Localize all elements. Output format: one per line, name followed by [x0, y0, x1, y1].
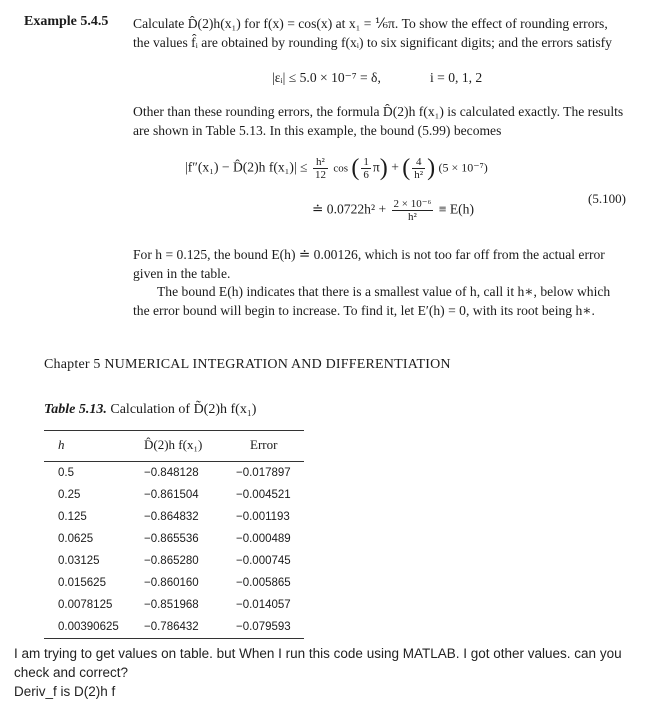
table-row: [44, 616, 304, 639]
cell-error: −0.079593: [236, 621, 291, 633]
results-table: [44, 430, 304, 639]
cell-h: 0.5: [58, 467, 74, 479]
cell-derivative: −0.865280: [144, 555, 199, 567]
bound-tail: (5 × 10⁻⁷): [438, 160, 488, 175]
index-range: i = 0, 1, 2: [430, 70, 483, 85]
cell-error: −0.000489: [236, 533, 291, 545]
cell-derivative: −0.848128: [144, 467, 199, 479]
cell-h: 0.0625: [58, 533, 94, 545]
question-line-3: Deriv_f is D(2)h f: [14, 684, 116, 699]
cell-error: −0.001193: [236, 511, 290, 523]
para1-line-1: Other than these rounding errors, the formula D̂(2)h f(x₁) is calculated exactly. The results: [133, 104, 624, 119]
cell-h: 0.03125: [58, 555, 100, 567]
cell-h: 0.25: [58, 489, 81, 501]
header-derivative: D̂(2)h f(x₁): [144, 437, 203, 452]
question-line-2: check and correct?: [14, 665, 129, 680]
table-row: [44, 594, 304, 616]
cell-derivative: −0.860160: [144, 577, 199, 589]
cell-derivative: −0.861504: [144, 489, 199, 501]
cell-h: 0.015625: [58, 577, 106, 589]
header-error: Error: [250, 437, 278, 452]
table-row: [44, 550, 304, 572]
cell-error: −0.017897: [236, 467, 291, 479]
para2-line-2: given in the table.: [133, 265, 231, 281]
table-caption: [44, 402, 256, 418]
bound-line2-rhs: ≡ E(h): [438, 201, 475, 217]
cos-label: cos: [333, 162, 349, 175]
cell-h: 0.00390625: [58, 621, 119, 633]
cell-error: −0.000745: [236, 555, 291, 567]
para2-line-1: For h = 0.125, the bound E(h) ≐ 0.00126, which is not too far off from the actual error: [133, 247, 605, 262]
para3-line-2: the error bound will begin to increase. To find it, let E′(h) = 0, with its root being h∗.: [133, 302, 595, 318]
bound-equation-line2: [312, 198, 474, 223]
table-caption-text: Calculation of D̃(2)h f(x₁): [110, 402, 257, 417]
para1-line-2: are shown in Table 5.13. In this example, the bound (5.99) becomes: [133, 122, 502, 138]
question-text: [14, 644, 654, 701]
bound-lhs: |f″(x₁) − D̂(2)h f(x₁)| ≤: [185, 159, 308, 175]
header-h: h: [58, 437, 65, 452]
frac-2e-6-h2: $\frac{\text{2 × 10⁻⁶}}{\text{h²}}$: [393, 198, 432, 223]
bound-line2-lhs: ≐ 0.0722h² +: [312, 201, 387, 217]
paragraph-1: [133, 103, 638, 140]
cell-error: −0.014057: [236, 599, 291, 611]
frac-4-h2: $\frac{4}{\text{h²}}$: [414, 156, 424, 181]
table-caption-label: Table 5.13.: [44, 402, 107, 417]
cell-error: −0.005865: [236, 577, 291, 589]
cell-derivative: −0.865536: [144, 533, 199, 545]
question-line-1: I am trying to get values on table. but When I run this code using MATLAB. I got other values. can you: [14, 646, 622, 661]
para3-line-1: The bound E(h) indicates that there is a smallest value of h, call it h∗, below which: [157, 284, 611, 299]
frac-1-6: $\frac{1}{6}$: [363, 156, 369, 181]
table-row: [44, 506, 304, 528]
frac-h2-12: $\frac{\text{h²}}{12}$: [314, 156, 326, 181]
example-intro: [133, 14, 638, 52]
error-bound-equation: |εᵢ| ≤ 5.0 × 10⁻⁷ = δ,: [272, 70, 381, 85]
cell-h: 0.125: [58, 511, 87, 523]
bound-equation-line1: |f″(x₁) − D̂(2)h f(x₁)| ≤ $\frac{\text{h²}}{12}$ cos ( $\frac{1}{6}$ π) + ( $\frac{4}{\text{h²}}$ ) (5 × 10⁻⁷): [185, 155, 488, 181]
table-row: [44, 572, 304, 594]
table-row: [44, 528, 304, 550]
example-label: Example 5.4.5: [24, 14, 109, 29]
cell-derivative: −0.786432: [144, 621, 199, 633]
equation-number: (5.100): [588, 191, 626, 206]
table-row: [44, 484, 304, 506]
table-header-row: [44, 431, 304, 462]
paragraph-2: [133, 246, 638, 320]
cell-h: 0.0078125: [58, 599, 113, 611]
intro-line-1: Calculate D̂(2)h(x₁) for f(x) = cos(x) at x₁ = ⅙π. To show the effect of rounding errors,: [133, 16, 608, 31]
cell-derivative: −0.851968: [144, 599, 199, 611]
table-row: [44, 462, 304, 485]
cell-error: −0.004521: [236, 489, 291, 501]
cell-derivative: −0.864832: [144, 511, 199, 523]
chapter-heading: Chapter 5 NUMERICAL INTEGRATION AND DIFFERENTIATION: [44, 357, 451, 372]
intro-line-2: the values f̂ᵢ are obtained by rounding f(xᵢ) to six significant digits; and the errors satisfy: [133, 35, 612, 50]
